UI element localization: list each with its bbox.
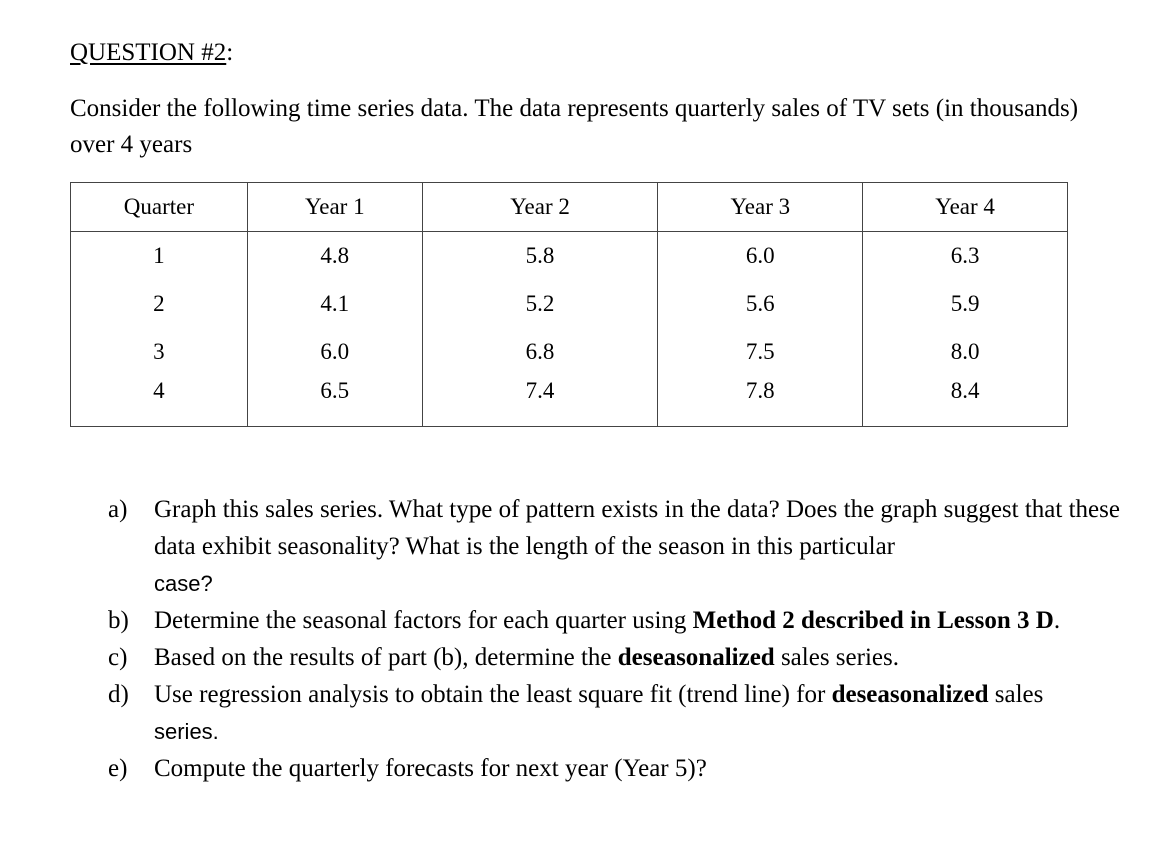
part-marker: b) xyxy=(108,607,129,634)
table-cell: 4.8 xyxy=(247,232,422,281)
part-text: Based on the results of part (b), determine the xyxy=(154,644,618,671)
table-cell xyxy=(863,376,1068,427)
table-cell: 6.3 xyxy=(863,232,1068,281)
table-row xyxy=(71,232,1068,281)
cell-text: 6.5 xyxy=(320,378,350,403)
part-bold-text: deseasonalized xyxy=(617,644,775,671)
table-cell: 6.8 xyxy=(422,328,658,376)
part-marker: a) xyxy=(108,496,128,523)
table-cell: 5.6 xyxy=(658,280,863,328)
part-text: Graph this sales series. What type of pattern exists in the data? Does the graph suggest that these data exhibit seasonality? What is the length of the season in this particular xyxy=(154,496,1120,560)
table-header-row xyxy=(71,183,1068,232)
part-text: Use regression analysis to obtain the least square fit (trend line) for xyxy=(154,681,832,708)
part-text-continued: case? xyxy=(154,571,213,596)
part-d xyxy=(104,676,1154,750)
part-c xyxy=(104,639,1154,676)
cell-text: 7.8 xyxy=(745,378,775,403)
part-marker: d) xyxy=(108,681,129,708)
table-cell: 5.8 xyxy=(422,232,658,281)
part-e xyxy=(104,750,1154,787)
intro-paragraph: Consider the following time series data. The data represents quarterly sales of TV sets (in thousands) over 4 years xyxy=(70,95,1079,158)
table-cell: 6.0 xyxy=(658,232,863,281)
sales-table xyxy=(70,182,1068,427)
question-title: QUESTION #2 xyxy=(70,39,227,66)
part-text-continued: series. xyxy=(154,719,219,744)
table-cell: 5.2 xyxy=(422,280,658,328)
part-text: Compute the quarterly forecasts for next year (Year 5)? xyxy=(154,755,707,782)
table-row xyxy=(71,280,1068,328)
table-cell: 5.9 xyxy=(863,280,1068,328)
header-year-3: Year 3 xyxy=(658,183,863,232)
cell-text: 4 xyxy=(153,378,165,403)
table-cell: 6.0 xyxy=(247,328,422,376)
question-heading xyxy=(70,36,233,70)
table-cell xyxy=(658,376,863,427)
table-cell: 2 xyxy=(71,280,248,328)
table-cell: 7.5 xyxy=(658,328,863,376)
table-cell xyxy=(247,376,422,427)
table-cell xyxy=(71,376,248,427)
part-text: Determine the seasonal factors for each quarter using xyxy=(154,607,693,634)
part-text-end: sales xyxy=(988,681,1044,708)
table-cell: 3 xyxy=(71,328,248,376)
part-bold-text: deseasonalized xyxy=(831,681,989,708)
table-cell: 8.0 xyxy=(863,328,1068,376)
header-year-2: Year 2 xyxy=(422,183,658,232)
part-bold-text: Method 2 described in Lesson 3 D xyxy=(692,607,1054,634)
part-marker: e) xyxy=(108,755,128,782)
table-cell: 4.1 xyxy=(247,280,422,328)
question-parts-list xyxy=(104,491,1154,787)
cell-text: 8.4 xyxy=(950,378,980,403)
part-b xyxy=(104,602,1154,639)
part-marker: c) xyxy=(108,644,128,671)
question-colon: : xyxy=(226,39,234,66)
part-text-end: . xyxy=(1053,607,1061,634)
table-cell xyxy=(422,376,658,427)
header-year-4: Year 4 xyxy=(863,183,1068,232)
table-cell: 1 xyxy=(71,232,248,281)
cell-text: 7.4 xyxy=(525,378,555,403)
table-row xyxy=(71,328,1068,376)
header-quarter: Quarter xyxy=(71,183,248,232)
part-a xyxy=(104,491,1154,602)
header-year-1: Year 1 xyxy=(247,183,422,232)
table-row xyxy=(71,376,1068,427)
part-text-end: sales series. xyxy=(774,644,899,671)
